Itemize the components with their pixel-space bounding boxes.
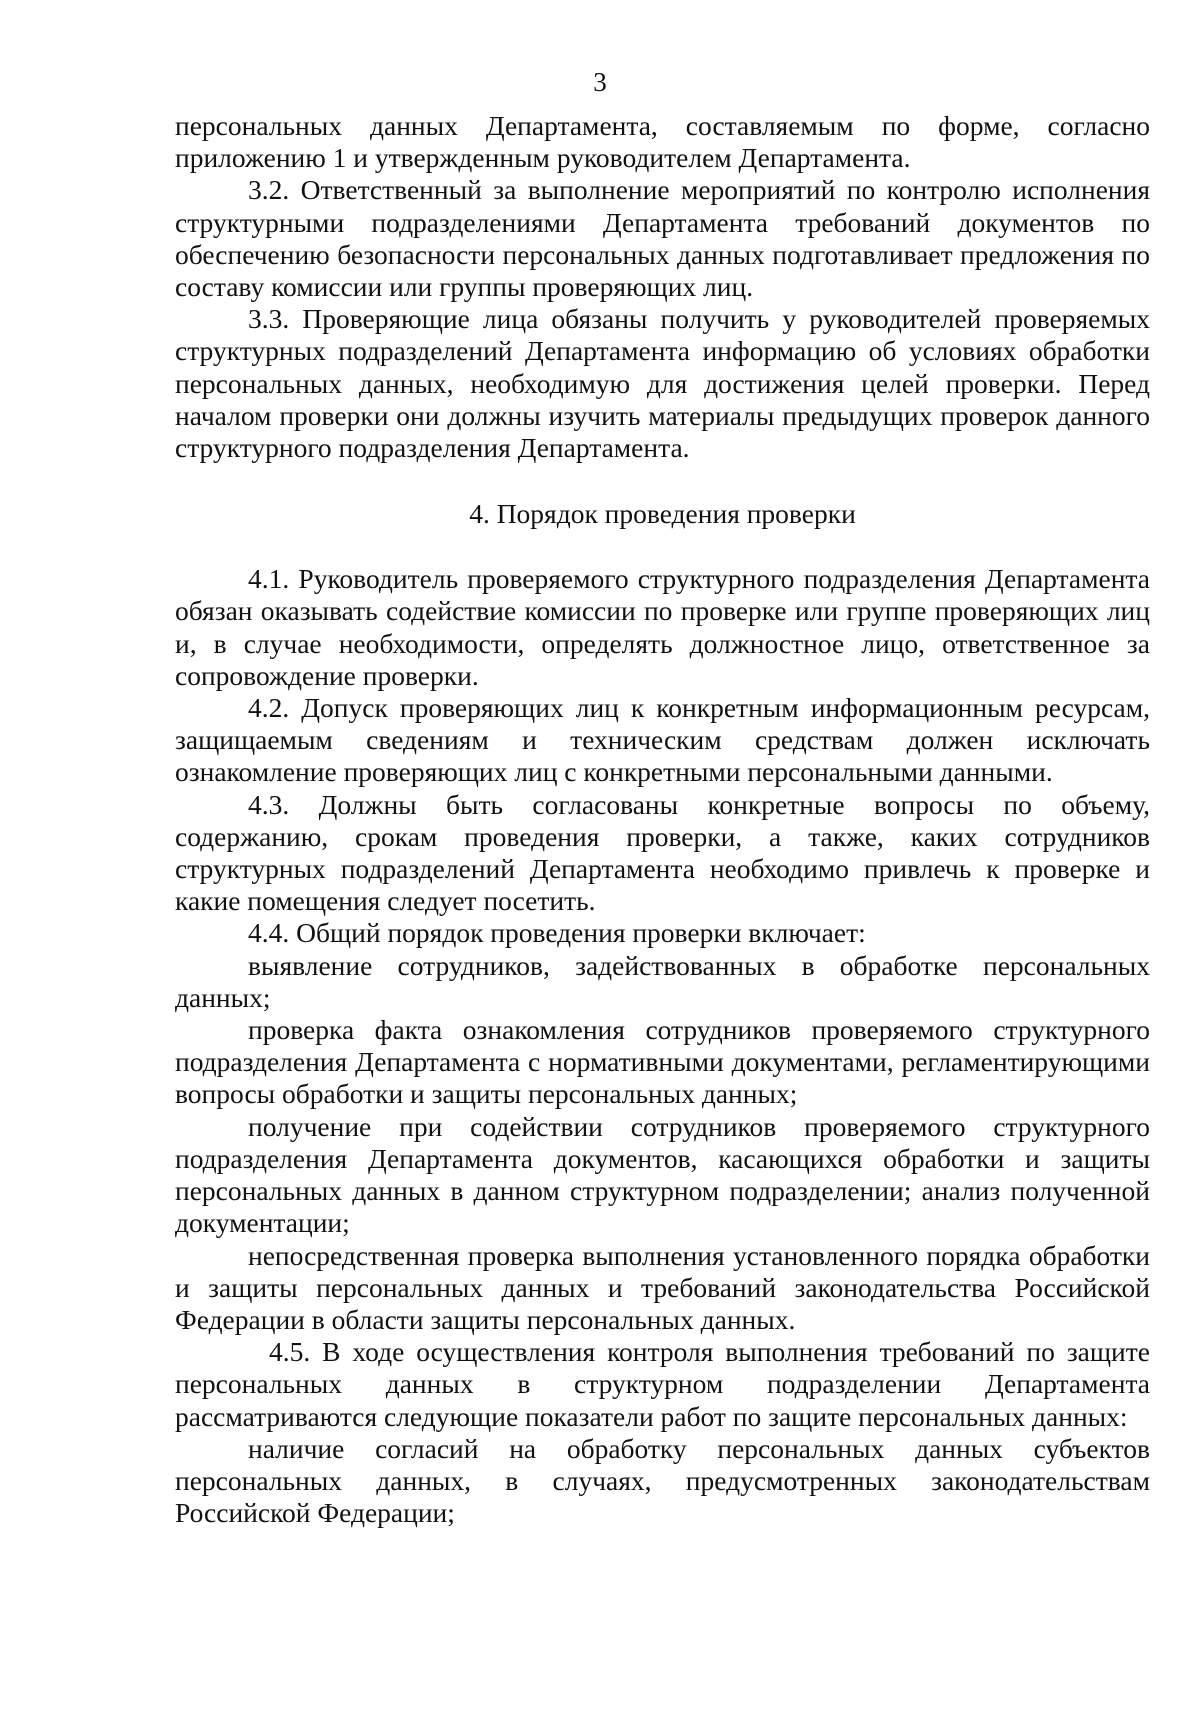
list-item-4-5-consents: наличие согласий на обработку персональных данных субъектов персональных данных, в случаях, предусмотренных законодательствам Российской Федерации; bbox=[175, 1432, 1150, 1529]
paragraph-4-4: 4.4. Общий порядок проведения проверки включает: bbox=[248, 917, 866, 949]
paragraph-4-5: 4.5. В ходе осуществления контроля выполнения требований по защите персональных данных в структурном подразделении Департамента рассматриваются следующие показатели работ по защите персональных данных: bbox=[175, 1336, 1150, 1432]
paragraph-4-1: 4.1. Руководитель проверяемого структурного подразделения Департамента обязан оказывать содействие комиссии по проверке или группе проверяющих лиц и, в случае необходимости, определять должностное лицо, ответственное за сопровождение проверки. bbox=[175, 563, 1150, 691]
list-item-4-4-documents: получение при содействии сотрудников проверяемого структурного подразделения Департамента документов, касающихся обработки и защиты персональных данных в данном структурном подразделении; анализ полученной документации; bbox=[175, 1110, 1150, 1239]
paragraph-4-2: 4.2. Допуск проверяющих лиц к конкретным информационным ресурсам, защищаемым сведениям и техническим средствам должен исключать ознакомление проверяющих лиц с конкретными персональными данными. bbox=[175, 692, 1150, 788]
paragraph-3-1-continuation: персональных данных Департамента, составляемым по форме, согласно приложению 1 и утвержденным руководителем Департамента. bbox=[175, 110, 1150, 174]
paragraph-3-2: 3.2. Ответственный за выполнение мероприятий по контролю исполнения структурными подразделениями Департамента требований документов по обеспечению безопасности персональных данных подготавливает предложения по составу комиссии или группы проверяющих лиц. bbox=[175, 174, 1150, 303]
section-heading-4: 4. Порядок проведения проверки bbox=[469, 498, 856, 530]
page-number: 3 bbox=[593, 67, 607, 97]
list-item-4-4-direct-check: непосредственная проверка выполнения установленного порядка обработки и защиты персональных данных и требований законодательства Российской Федерации в области защиты персональных данных. bbox=[175, 1239, 1150, 1335]
list-item-4-4-identification: выявление сотрудников, задействованных в обработке персональных данных; bbox=[175, 949, 1150, 1013]
paragraph-3-3: 3.3. Проверяющие лица обязаны получить у руководителей проверяемых структурных подразделений Департамента информацию об условиях обработки персональных данных, необходимую для достижения целей проверки. Перед началом проверки они должны изучить материалы предыдущих проверок данного структурного подразделения Департамента. bbox=[175, 303, 1150, 464]
document-body bbox=[175, 110, 1150, 1529]
list-item-4-4-familiarization: проверка факта ознакомления сотрудников проверяемого структурного подразделения Департамента с нормативными документами, регламентирующими вопросы обработки и защиты персональных данных; bbox=[175, 1014, 1150, 1110]
section-heading-block bbox=[175, 498, 1150, 530]
paragraph-4-3: 4.3. Должны быть согласованы конкретные вопросы по объему, содержанию, срокам проведения проверки, а также, каких сотрудников структурных подразделений Департамента необходимо привлечь к проверке и какие помещения следует посетить. bbox=[175, 788, 1150, 917]
